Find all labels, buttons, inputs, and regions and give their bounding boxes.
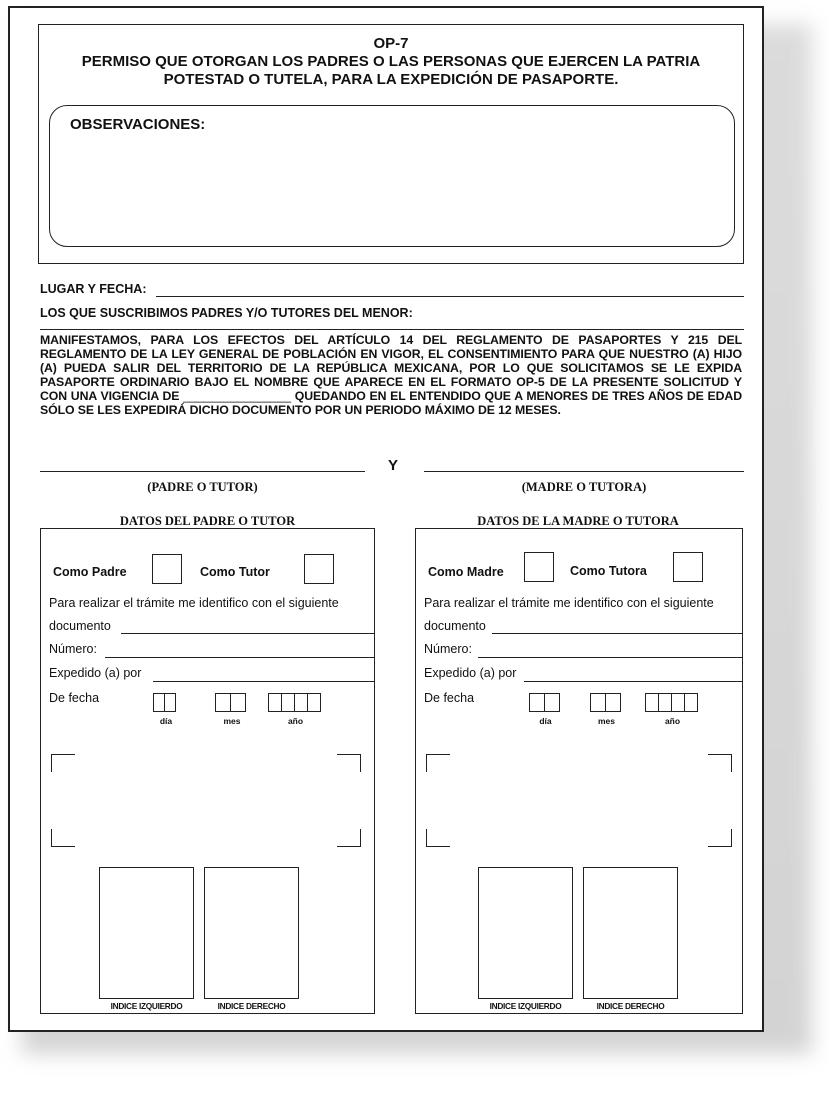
month-label: mes <box>597 716 615 726</box>
validity-field[interactable]: ________________ <box>183 389 291 403</box>
as-father-label: Como Padre <box>53 565 127 579</box>
issued-by-label: Expedido (a) por <box>424 666 517 680</box>
photo-frame-corner <box>426 754 450 772</box>
day-boxes[interactable] <box>154 693 176 712</box>
year-boxes[interactable] <box>269 693 321 712</box>
photo-frame-corner <box>708 754 732 772</box>
as-tutor-checkbox[interactable] <box>304 554 334 584</box>
date-digit-box[interactable] <box>645 693 659 712</box>
month-label: mes <box>223 716 241 726</box>
photo-frame-corner <box>337 754 361 772</box>
date-label: De fecha <box>424 691 475 705</box>
date-digit-box[interactable] <box>671 693 685 712</box>
form-code: OP-7 <box>373 35 409 52</box>
father-signature-label: (PADRE O TUTOR) <box>147 480 258 494</box>
day-boxes[interactable] <box>530 693 560 712</box>
year-label: año <box>664 716 681 726</box>
date-digit-box[interactable] <box>605 693 621 712</box>
document-label: documento <box>424 619 486 633</box>
father-panel-title: DATOS DEL PADRE O TUTOR <box>119 514 296 528</box>
date-digit-box[interactable] <box>590 693 606 712</box>
conjunction-y: Y <box>388 457 399 474</box>
photo-frame-corner <box>708 829 732 847</box>
date-digit-box[interactable] <box>281 693 295 712</box>
signers-label: LOS QUE SUSCRIBIMOS PADRES Y/O TUTORES DEL MENOR: <box>40 306 413 320</box>
form-title <box>59 53 723 89</box>
year-boxes[interactable] <box>646 693 698 712</box>
left-index-label: INDICE IZQUIERDO <box>489 1001 562 1011</box>
date-digit-box[interactable] <box>294 693 308 712</box>
right-index-label: INDICE DERECHO <box>217 1001 286 1011</box>
left-fingerprint-box[interactable] <box>478 867 573 999</box>
document-field[interactable] <box>492 633 742 634</box>
date-digit-box[interactable] <box>164 693 176 712</box>
issued-by-field[interactable] <box>153 681 374 682</box>
date-digit-box[interactable] <box>658 693 672 712</box>
form-title-line2: POTESTAD O TUTELA, PARA LA EXPEDICIÓN DE PASAPORTE. <box>163 71 619 88</box>
photo-frame-corner <box>426 829 450 847</box>
issued-by-label: Expedido (a) por <box>49 666 142 680</box>
mother-signature-line[interactable] <box>424 471 744 472</box>
photo-frame-corner <box>51 829 75 847</box>
observations-field[interactable] <box>49 105 735 247</box>
number-field[interactable] <box>105 657 374 658</box>
month-boxes[interactable] <box>591 693 621 712</box>
as-tutora-checkbox[interactable] <box>673 552 703 582</box>
as-tutora-label: Como Tutora <box>570 564 647 578</box>
mother-panel-title: DATOS DE LA MADRE O TUTORA <box>477 514 679 528</box>
date-digit-box[interactable] <box>529 693 545 712</box>
form-page <box>8 6 764 1032</box>
date-digit-box[interactable] <box>268 693 282 712</box>
number-label: Número: <box>49 642 97 656</box>
left-fingerprint-box[interactable] <box>99 867 194 999</box>
number-field[interactable] <box>478 657 742 658</box>
as-mother-checkbox[interactable] <box>524 552 554 582</box>
place-date-label: LUGAR Y FECHA: <box>40 282 147 296</box>
id-text: Para realizar el trámite me identifico con el siguiente <box>49 596 339 610</box>
right-fingerprint-box[interactable] <box>204 867 299 999</box>
date-label: De fecha <box>49 691 100 705</box>
day-label: día <box>539 716 552 726</box>
header-box <box>38 24 744 264</box>
as-father-checkbox[interactable] <box>152 554 182 584</box>
document-field[interactable] <box>121 633 374 634</box>
mother-data-panel <box>415 528 743 1014</box>
mother-signature-label: (MADRE O TUTORA) <box>521 480 647 494</box>
month-boxes[interactable] <box>216 693 246 712</box>
consent-text-part1: MANIFESTAMOS, PARA LOS EFECTOS DEL ARTÍCULO 14 DEL REGLAMENTO DE PASAPORTES Y 215 DEL REGLAMENTO DE LA LEY GENERAL DE POBLACIÓN EN VIGOR, EL CONSENTIMIENTO PARA QUE NUESTRO (A) HIJO (A) PUEDA SALIR DEL TERRITORIO DE LA REPÚBLICA MEXICANA, POR LO QUE SOLICITAMOS SE LE EXPIDA PASAPORTE ORDINARIO BAJO EL NOMBRE QUE APARECE EN EL FORMATO OP-5 DE LA PRESENTE SOLICITUD Y CON UNA VIGENCIA DE <box>40 333 742 403</box>
form-title-line1: PERMISO QUE OTORGAN LOS PADRES O LAS PERSONAS QUE EJERCEN LA PATRIA <box>81 53 701 70</box>
as-tutor-label: Como Tutor <box>200 565 270 579</box>
document-label: documento <box>49 619 111 633</box>
day-label: día <box>159 716 173 726</box>
minor-name-field[interactable] <box>40 329 744 330</box>
issued-by-field[interactable] <box>524 681 742 682</box>
consent-paragraph <box>40 333 742 417</box>
right-fingerprint-box[interactable] <box>583 867 678 999</box>
left-index-label: INDICE IZQUIERDO <box>110 1001 183 1011</box>
date-digit-box[interactable] <box>215 693 231 712</box>
date-digit-box[interactable] <box>544 693 560 712</box>
date-digit-box[interactable] <box>684 693 698 712</box>
date-digit-box[interactable] <box>230 693 246 712</box>
photo-frame-corner <box>337 829 361 847</box>
as-mother-label: Como Madre <box>428 565 504 579</box>
observations-label: OBSERVACIONES: <box>70 116 206 133</box>
number-label: Número: <box>424 642 472 656</box>
photo-frame-corner <box>51 754 75 772</box>
right-index-label: INDICE DERECHO <box>596 1001 665 1011</box>
date-digit-box[interactable] <box>307 693 321 712</box>
consent-text-part2: QUEDANDO EN EL ENTENDIDO QUE A MENORES DE TRES AÑOS DE EDAD SÓLO SE LES EXPEDIRÁ DICHO DOCUMENTO POR UN PERIODO MÁXIMO DE 12 MESES. <box>40 389 742 417</box>
id-text: Para realizar el trámite me identifico con el siguiente <box>424 596 714 610</box>
place-date-field[interactable] <box>156 296 744 297</box>
father-data-panel <box>40 528 375 1014</box>
father-signature-line[interactable] <box>40 471 365 472</box>
year-label: año <box>287 716 304 726</box>
